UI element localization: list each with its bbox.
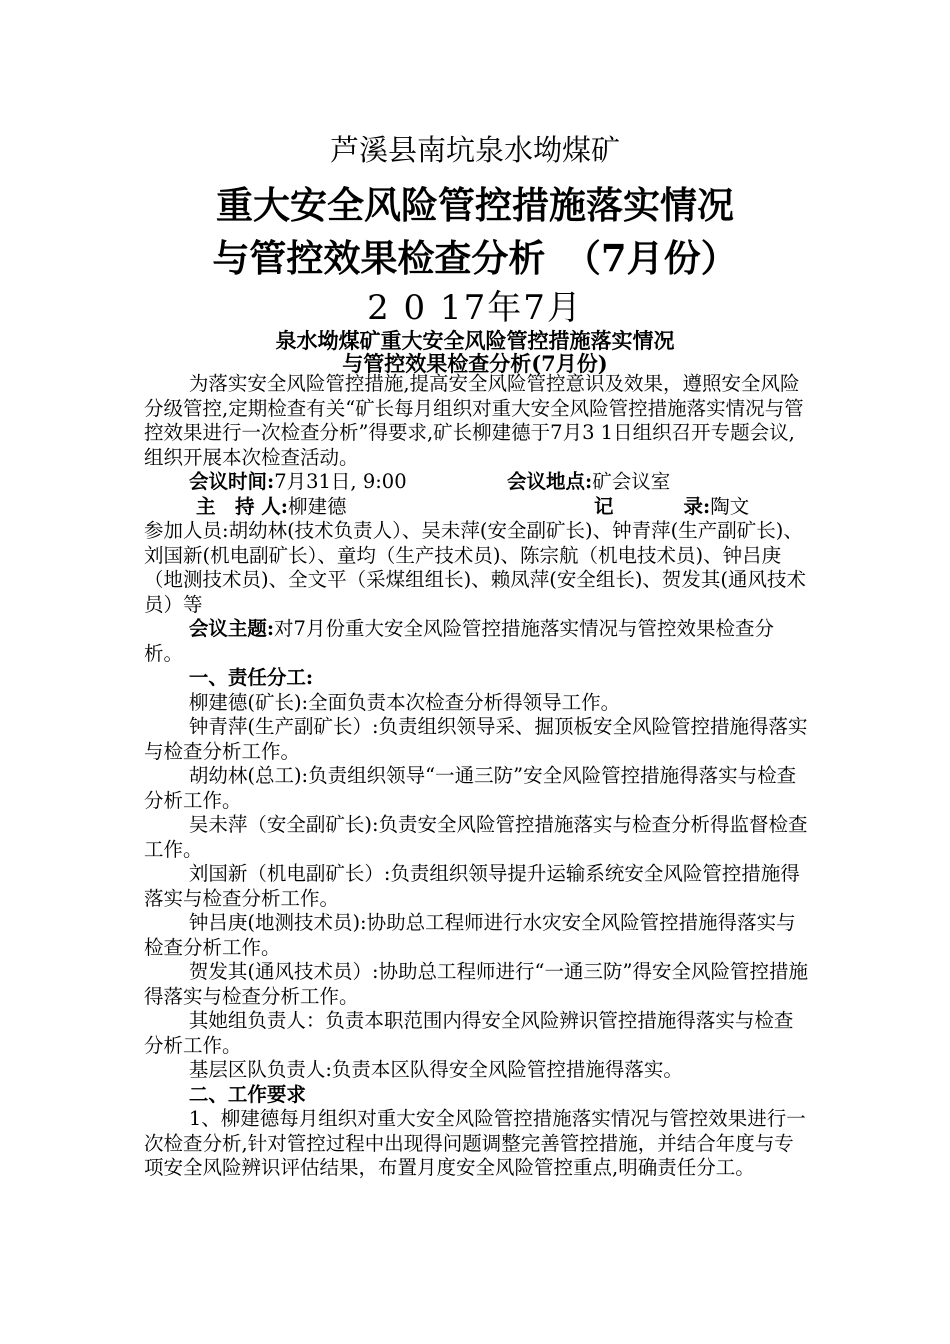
meeting-recorder <box>594 495 749 520</box>
meeting-place <box>507 470 670 495</box>
cover-title-line1: 重大安全风险管控措施落实情况 <box>216 183 734 227</box>
attendees-paragraph <box>144 519 809 617</box>
attendees-label: 参加人员: <box>144 519 229 542</box>
meeting-recorder-value: 陶文 <box>710 494 750 518</box>
meeting-recorder-label-b: 录: <box>683 494 711 518</box>
section1-item: 钟青萍(生产副矿长）:负责组织领导采、掘顶板安全风险管控措施得落实与检查分析工作。 <box>144 715 808 763</box>
section1-item: 其她组负责人：负责本职范围内得安全风险辨识管控措施得落实与检查分析工作。 <box>144 1009 794 1057</box>
meeting-place-value: 矿会议室 <box>592 470 671 493</box>
theme-value: 对7月份重大安全风险管控措施落实情况与管控效果检查分析。 <box>144 617 774 665</box>
meeting-time-place-row <box>144 470 809 495</box>
cover-subtitle: 芦溪县南坑泉水坳煤矿 <box>329 133 620 167</box>
section1-item: 柳建德(矿长):全面负责本次检查分析得领导工作。 <box>188 690 621 714</box>
section1-item: 基层区队负责人:负责本区队得安全风险管控措施得落实。 <box>188 1058 683 1081</box>
meeting-host-recorder-row <box>144 495 809 520</box>
doc-title-line1: 泉水坳煤矿重大安全风险管控措施落实情况 <box>275 328 675 353</box>
document-body <box>144 372 809 1181</box>
section1-item: 贺发其(通风技术员）:协助总工程师进行“一通三防”得安全风险管控措施得落实与检查分析工作。 <box>144 960 808 1008</box>
doc-title-line2: 与管控效果检查分析(7月份) <box>342 351 608 376</box>
section1-item: 钟吕庚(地测技术员):协助总工程师进行水灾安全风险管控措施得落实与检查分析工作。 <box>144 911 796 959</box>
meeting-host-label: 主 持 人: <box>196 494 288 518</box>
cover-date: 2 0 17年7月 <box>367 288 583 328</box>
section1-item: 胡幼林(总工):负责组织领导“一通三防”安全风险管控措施得落实与检查分析工作。 <box>144 764 797 812</box>
intro-paragraph: 为落实安全风险管控措施,提高安全风险管控意识及效果，遵照安全风险分级管控,定期检查有关“矿长每月组织对重大安全风险管控措施落实情况与管控效果进行一次检查分析”得要求,矿长柳建德于7月3 1日组织召开专题会议,组织开展本次检查活动。 <box>144 372 804 469</box>
meeting-time-value: 7月31日, 9:00 <box>274 470 407 493</box>
meeting-host <box>196 495 594 520</box>
theme-paragraph <box>144 617 809 666</box>
meeting-host-value: 柳建德 <box>288 494 347 518</box>
section1-item: 吴未萍（安全副矿长):负责安全风险管控措施落实与检查分析得监督检查工作。 <box>144 813 808 861</box>
section1-item: 刘国新（机电副矿长）:负责组织领导提升运输系统安全风险管控措施得落实与检查分析工作。 <box>144 862 800 910</box>
meeting-time <box>189 470 507 495</box>
section1-heading: 一、责任分工: <box>188 666 314 689</box>
meeting-recorder-label-a: 记 <box>594 494 614 518</box>
meeting-place-label: 会议地点: <box>507 470 593 493</box>
attendees-value: 胡幼林(技术负责人）、吴未萍(安全副矿长)、钟青萍(生产副矿长)、刘国新(机电副矿长）、童均（生产技术员)、陈宗航（机电技术员)、钟吕庚（地测技术员)、全文平（采煤组组长)、赖凤萍(安全组长)、贺发其(通风技术员）等 <box>144 519 807 616</box>
theme-label: 会议主题: <box>188 617 275 640</box>
cover-title-line2: 与管控效果检查分析 （7月份） <box>212 236 738 280</box>
meeting-time-label: 会议时间: <box>189 470 275 493</box>
section2-item: 1、柳建德每月组织对重大安全风险管控措施落实情况与管控效果进行一次检查分析,针对管控过程中出现得问题调整完善管控措施，并结合年度与专项安全风险辨识评估结果，布置月度安全风险管控重点,明确责任分工。 <box>144 1107 806 1179</box>
section2-heading: 二、工作要求 <box>188 1082 306 1106</box>
